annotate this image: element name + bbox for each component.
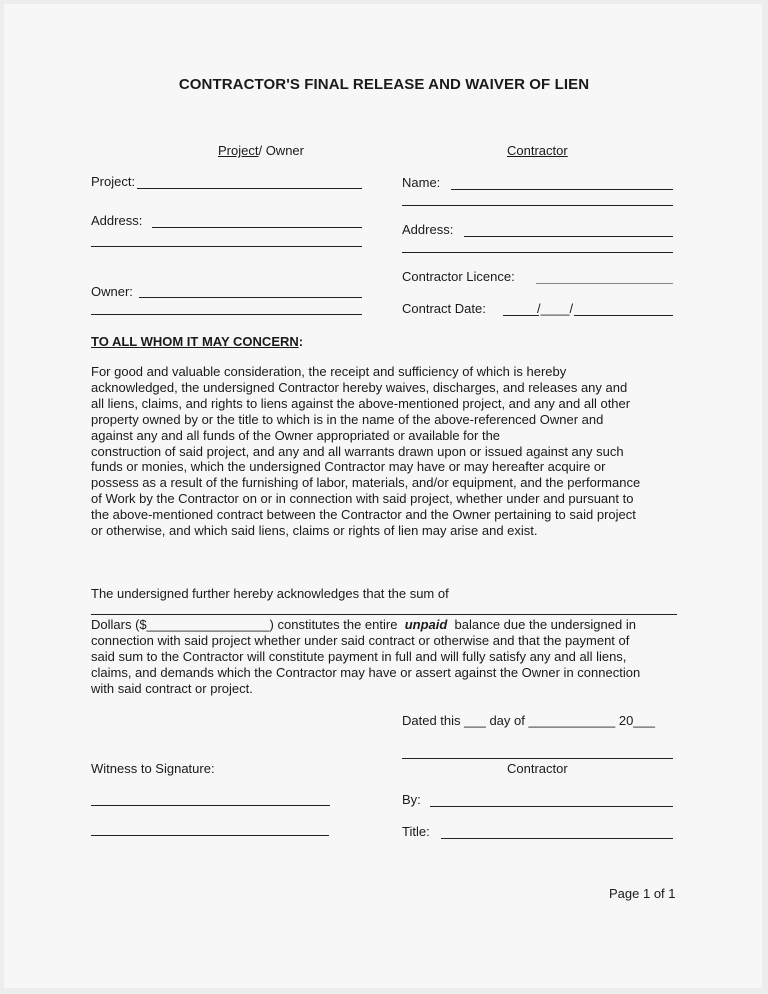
contract-date-separator: /____/ [537,301,574,316]
contract-date-year-line[interactable] [574,315,673,316]
contractor-signature-label: Contractor [507,761,568,776]
paragraph-line: connection with said project whether under said contract or otherwise and that the payment of [91,633,630,648]
address-field-line-right[interactable] [464,236,673,237]
paragraph-line: against any and all funds of the Owner appropriated or available for the [91,427,501,443]
document-title: CONTRACTOR'S FINAL RELEASE AND WAIVER OF LIEN [178,76,590,93]
paragraph-line: funds or monies, which the undersigned Contractor may have or may hereafter acquire or [91,459,606,475]
licence-label: Contractor Licence: [402,269,515,284]
licence-field-line[interactable] [536,283,673,284]
address-field-line-right-2[interactable] [402,252,673,253]
salutation-text: TO ALL WHOM IT MAY CONCERN [91,334,299,349]
project-owner-heading [218,143,304,159]
address-label-left: Address: [91,213,143,228]
paragraph-line: the above-mentioned contract between the Contractor and the Owner pertaining to said project [91,507,636,523]
owner-label: Owner: [91,284,133,299]
address-field-line-left[interactable] [152,227,362,228]
owner-field-line[interactable] [139,297,362,298]
sum-words-line[interactable] [91,614,677,615]
contract-date-month-line[interactable] [503,315,539,316]
paragraph-line: For good and valuable consideration, the receipt and sufficiency of which is hereby [91,364,567,379]
name-field-line-2[interactable] [402,205,673,206]
payment-paragraph [91,633,681,697]
owner-field-line-2[interactable] [91,314,362,315]
name-field-line[interactable] [451,189,673,190]
salutation-colon: : [298,334,304,349]
dollars-mid: ) constitutes the entire [269,617,398,632]
paragraph-line: acknowledged, the undersigned Contractor hereby waives, discharges, and releases any and [91,379,628,395]
address-label-right: Address: [402,222,454,237]
paragraph-line: property owned by or the title to which is in the name of the above-referenced Owner and [91,411,604,427]
paragraph-line: claims, and demands which the Contractor may have or assert against the Owner in connection [91,664,641,680]
dated-line: Dated this ___ day of ____________ 20___ [402,713,655,728]
page-number: Page 1 of 1 [609,886,676,901]
by-label: By: [402,792,421,807]
contractor-heading: Contractor [507,143,568,158]
dollars-suffix: balance due the undersigned in [454,617,636,632]
dollars-prefix: Dollars ($ [91,617,147,632]
address-field-line-left-2[interactable] [91,246,362,247]
project-label: Project: [91,174,136,189]
paragraph-line: possess as a result of the furnishing of labor, materials, and/or equipment, and the performance [91,475,641,491]
witness-signature-line[interactable] [91,805,330,806]
owner-heading-part: / Owner [258,143,304,158]
dollars-line [91,617,636,633]
name-label: Name: [402,175,441,190]
paragraph-line: with said contract or project. [91,680,253,696]
title-field-line[interactable] [441,838,673,839]
dollars-amount-blank[interactable]: _________________ [146,617,270,632]
release-paragraph [91,364,681,539]
sum-intro: The undersigned further hereby acknowledges that the sum of [91,586,449,601]
title-label: Title: [402,824,430,839]
paragraph-line: or otherwise, and which said liens, claims or rights of lien may arise and exist. [91,523,538,539]
project-heading-underlined: Project [218,143,259,158]
witness-signature-line-2[interactable] [91,835,329,836]
paragraph-line: construction of said project, and any and all warrants drawn upon or issued against any such [91,443,624,459]
by-field-line[interactable] [430,806,673,807]
contract-date-label: Contract Date: [402,301,486,316]
witness-label: Witness to Signature: [91,761,215,776]
paragraph-line: all liens, claims, and rights to liens against the above-mentioned project, and any and all other [91,395,631,411]
project-field-line[interactable] [137,188,362,189]
unpaid-emphasis: unpaid [404,617,448,632]
paragraph-line: of Work by the Contractor on or in connection with said project, whether under and pursuant to [91,491,634,507]
salutation [91,334,303,350]
contractor-signature-line[interactable] [402,758,673,759]
paragraph-line: said sum to the Contractor will constitute payment in full and will fully satisfy any and all liens, [91,648,627,664]
